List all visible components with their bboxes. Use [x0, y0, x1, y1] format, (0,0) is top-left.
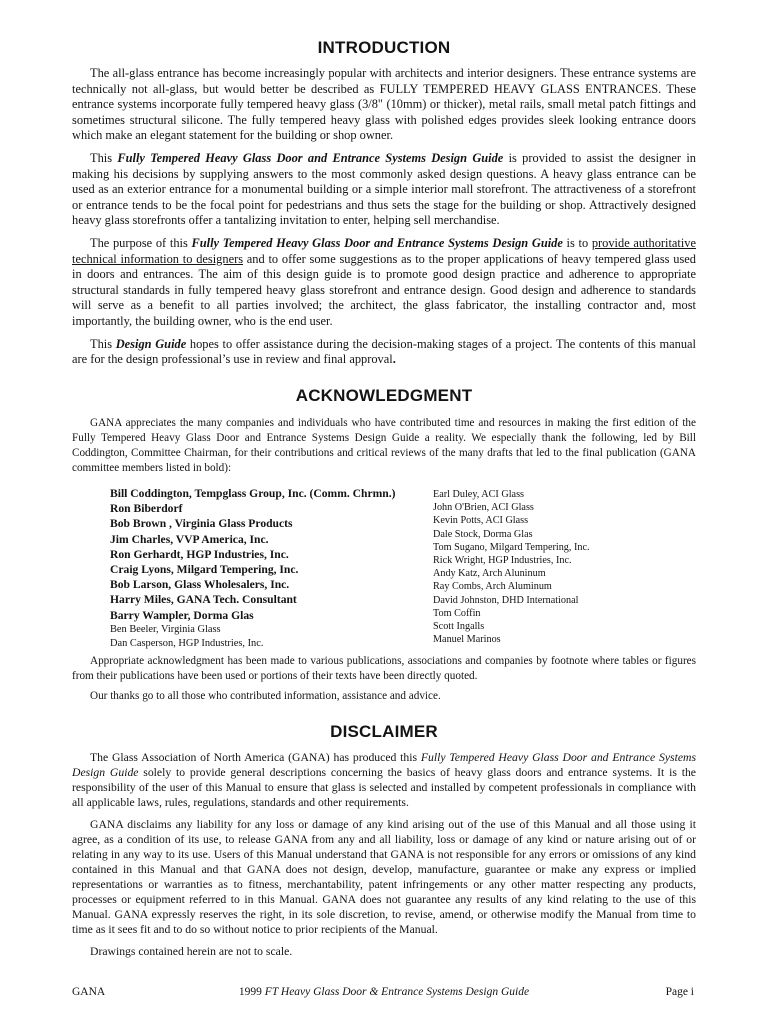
committee-member: Barry Wampler, Dorma Glas	[110, 608, 254, 622]
footer-publisher: GANA	[72, 986, 106, 998]
contributor: Ray Combs, Arch Aluminum	[433, 581, 552, 593]
contributors-list	[72, 486, 696, 648]
intro-paragraph-4: This Design Guide hopes to offer assistance during the decision-making stages of a project. The contents of this manual are for the design professional’s use in review and final approval.	[72, 336, 697, 367]
contributor: Tom Coffin	[433, 607, 481, 619]
committee-member: Harry Miles, GANA Tech. Consultant	[110, 593, 297, 607]
acknowledgment-intro	[72, 416, 696, 481]
contributor: Kevin Potts, ACI Glass	[433, 515, 529, 527]
committee-member: Bob Brown , Virginia Glass Products	[110, 517, 293, 531]
contributor: Manuel Marinos	[433, 634, 501, 646]
contributor: David Johnston, DHD International	[433, 594, 579, 606]
acknowledgment-heading: ACKNOWLEDGMENT	[295, 386, 473, 405]
document-page	[72, 0, 696, 1024]
introduction-section	[72, 66, 696, 375]
contributor: Scott Ingalls	[433, 621, 485, 633]
committee-member: Jim Charles, VVP America, Inc.	[110, 532, 269, 546]
introduction-heading: INTRODUCTION	[317, 38, 451, 57]
contributor: Rick Wright, HGP Industries, Inc.	[433, 555, 572, 567]
committee-member: Ron Biberdorf	[110, 502, 183, 516]
disclaimer-paragraph-1: The Glass Association of North America (GANA) has produced this Fully Tempered Heavy Glass Door and Entrance Systems Design Guide solely to provide general descriptions concerning the basics of heavy glass doors and entrance systems. It is the responsibility of the user of this Manual to ensure that glass is selected and installed by competent professionals in compliance with all applicable laws, rules, regulations, standards and other requirements.	[72, 751, 696, 809]
ack-paragraph-3: Our thanks go to all those who contributed information, assistance and advice.	[90, 690, 441, 702]
acknowledgment-closing	[72, 654, 696, 709]
disclaimer-section	[72, 750, 696, 966]
page-footer	[72, 986, 696, 1002]
contributor: Andy Katz, Arch Aluninum	[433, 568, 546, 580]
contributor: Tom Sugano, Milgard Tempering, Inc.	[433, 541, 590, 553]
ack-paragraph-2: Appropriate acknowledgment has been made to various publications, associations and companies by footnote where tables or figures from their publications have been used or portions of their texts have been directly quoted.	[72, 655, 696, 682]
committee-member: Craig Lyons, Milgard Tempering, Inc.	[110, 563, 299, 577]
disclaimer-paragraph-3: Drawings contained herein are not to scale.	[90, 945, 293, 958]
disclaimer-paragraph-2: GANA disclaims any liability for any loss or damage of any kind arising out of the use of this Manual and all those using it agree, as a condition of its use, to release GANA from any and all liability, loss or damage of any kind or nature arising out of or relating in any way to its use. Users of this Manual understand that GANA is not responsible for any errors or omissions of any kind contained in this Manual and that GANA does not design, develop, manufacture, guarantee or make any express or implied representations or warranties as to fitness, merchantability, patent infringements or any other matter respecting any products, processes or equipment referred to in this Manual. GANA does not guarantee any results of any kind relating to the use of this Manual. GANA expressly reserves the right, in its sole discretion, to revise, amend, or otherwise modify the Manual from time to time as it sees fit and to do so without notice to prior recipients of the Manual.	[72, 818, 696, 936]
committee-members-column	[110, 486, 430, 651]
contributor: Dan Casperson, HGP Industries, Inc.	[110, 637, 264, 649]
contributor: Earl Duley, ACI Glass	[433, 489, 525, 500]
committee-member: Bill Coddington, Tempglass Group, Inc. (Comm. Chrmn.)	[110, 487, 396, 500]
footer-title: 1999 FT Heavy Glass Door & Entrance Systems Design Guide	[238, 986, 530, 998]
committee-member: Ron Gerhardt, HGP Industries, Inc.	[110, 547, 289, 561]
intro-paragraph-1: The all-glass entrance has become increasingly popular with architects and interior designers. These entrance systems are technically not all-glass, but would better be described as FULLY TEMPERED HEAVY GLASS ENTRANCES. These entrance systems incorporate fully tempered heavy glass (3/8" (10mm) or thicker), metal rails, small metal patch fittings and sometimes structural silicone. The fully tempered heavy glass with polished edges provides sleek looking entrance doors which make an elegant statement for the building or shop owner.	[72, 66, 696, 143]
ack-paragraph-1: GANA appreciates the many companies and individuals who have contributed time and resources in making the first edition of the Fully Tempered Heavy Glass Door and Entrance Systems Design Guide a reality. We especially thank the following, led by Bill Coddington, Committee Chairman, for their contributions and critical reviews of the many drafts that led to the final publication (GANA committee members listed in bold):	[72, 417, 696, 474]
intro-paragraph-3: The purpose of this Fully Tempered Heavy Glass Door and Entrance Systems Design Guide is to provide authoritative technical information to designers and to offer some suggestions as to the proper applications of heavy tempered glass used in doors and entrances. The aim of this design guide is to promote good design practice and adherence to appropriate structural standards in fully tempered heavy glass storefront and entrance design. Good design and adherence to standards will serve as a benefit to all parties involved; the architect, the glass fabricator, the installing contractor and, most importantly, the building owner, who is the end user.	[72, 235, 696, 328]
contributors-column	[433, 488, 693, 646]
footer-page-number: Page i	[665, 986, 694, 998]
contributor: Ben Beeler, Virginia Glass	[110, 623, 221, 635]
committee-member: Bob Larson, Glass Wholesalers, Inc.	[110, 578, 290, 592]
contributor: John O'Brien, ACI Glass	[433, 502, 534, 514]
intro-paragraph-2: This Fully Tempered Heavy Glass Door and Entrance Systems Design Guide is provided to assist the designer in making his decisions by supplying answers to the most commonly asked design questions. A heavy glass entrance can be used as an exterior entrance for a monumental building or a simple interior mall storefront. The attractiveness of a storefront or entrance tends to be the focal point for pedestrians and thus sets the stage for the building or shop. Attractively designed heavy glass storefronts offer a tantalizing invitation to enter, helping sell merchandise.	[72, 150, 696, 228]
disclaimer-heading: DISCLAIMER	[330, 722, 438, 741]
contributor: Dale Stock, Dorma Glas	[433, 528, 533, 540]
